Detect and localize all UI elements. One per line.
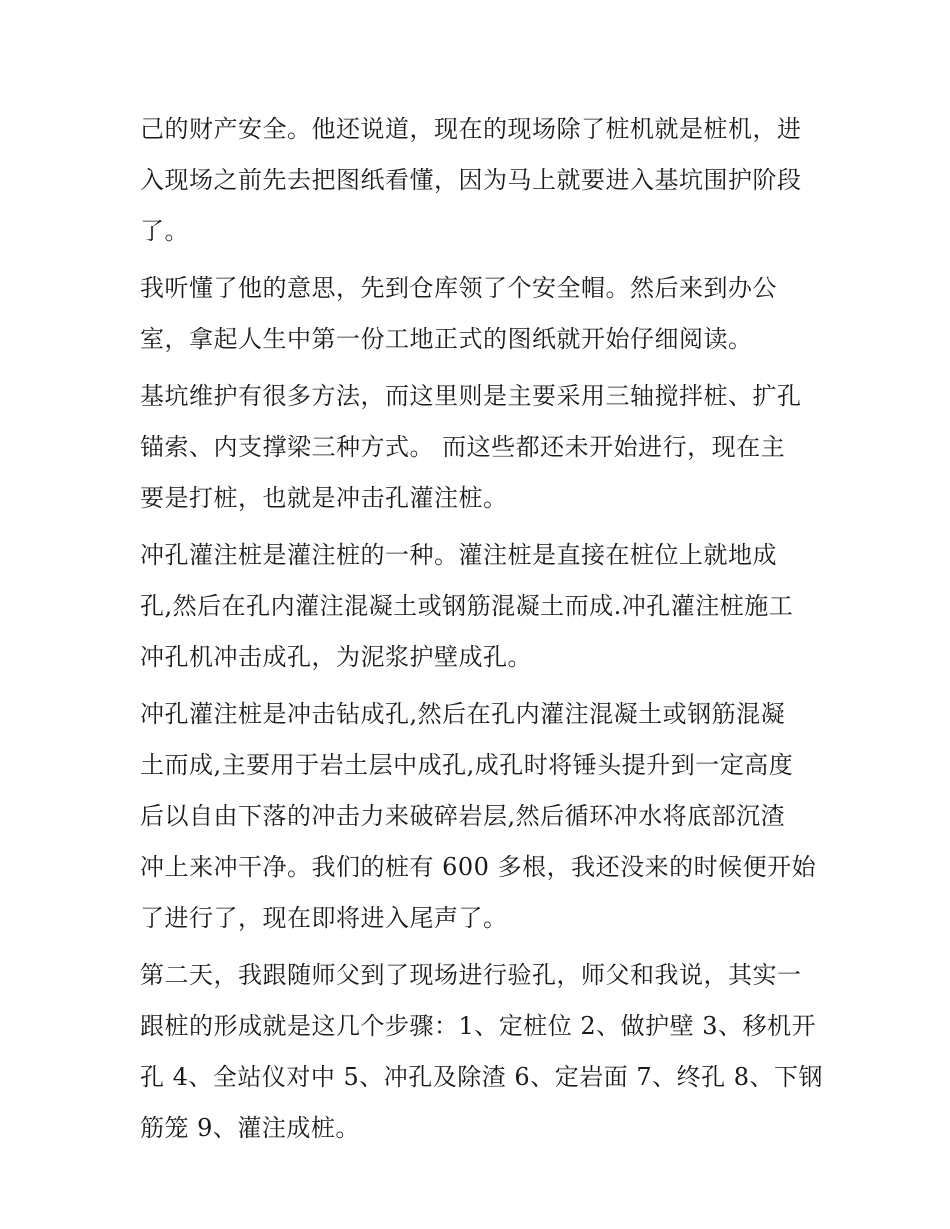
paragraph [140, 689, 820, 944]
text-line: 入现场之前先去把图纸看懂，因为马上就要进入基坑围护阶段 [140, 166, 802, 194]
text-line: 孔,然后在孔内灌注混凝土或钢筋混凝土而成.冲孔灌注桩施工 [140, 592, 794, 620]
text-line: 孔 4、全站仪对中 5、冲孔及除渣 6、定岩面 7、终孔 8、下钢 [140, 1063, 823, 1091]
text-line: 土而成,主要用于岩土层中成孔,成孔时将锤头提升到一定高度 [140, 751, 794, 779]
text-line: 筋笼 9、灌注成桩。 [140, 1114, 360, 1142]
text-line: 冲上来冲干净。我们的桩有 600 多根，我还没来的时候便开始 [140, 853, 817, 881]
body-text [140, 104, 823, 1160]
text-line: 我听懂了他的意思，先到仓库领了个安全帽。然后来到办公 [140, 274, 777, 302]
text-line: 了。 [140, 217, 189, 245]
text-line: 了进行了，现在即将进入尾声了。 [140, 904, 508, 932]
text-line: 冲孔灌注桩是灌注桩的一种。灌注桩是直接在桩位上就地成 [140, 541, 777, 569]
text-line: 己的财产安全。他还说道，现在的现场除了桩机就是桩机，进 [140, 115, 802, 143]
paragraph [140, 950, 823, 1154]
text-line: 要是打桩，也就是冲击孔灌注桩。 [140, 484, 508, 512]
text-line: 锚索、内支撑梁三种方式。 而这些都还未开始进行，现在主 [140, 433, 786, 461]
text-line: 基坑维护有很多方法，而这里则是主要采用三轴搅拌桩、扩孔 [140, 382, 802, 410]
paragraph [140, 263, 820, 365]
text-line: 冲孔灌注桩是冲击钻成孔,然后在孔内灌注混凝土或钢筋混凝 [140, 700, 786, 728]
paragraph [140, 530, 820, 683]
paragraph [140, 371, 820, 524]
paragraph [140, 104, 820, 257]
text-line: 冲孔机冲击成孔，为泥浆护壁成孔。 [140, 643, 532, 671]
text-line: 后以自由下落的冲击力来破碎岩层,然后循环冲水将底部沉渣 [140, 802, 786, 830]
text-line: 跟桩的形成就是这几个步骤：1、定桩位 2、做护壁 3、移机开 [140, 1012, 817, 1040]
text-line: 第二天，我跟随师父到了现场进行验孔，师父和我说，其实一 [140, 961, 802, 989]
text-line: 室，拿起人生中第一份工地正式的图纸就开始仔细阅读。 [140, 325, 753, 353]
